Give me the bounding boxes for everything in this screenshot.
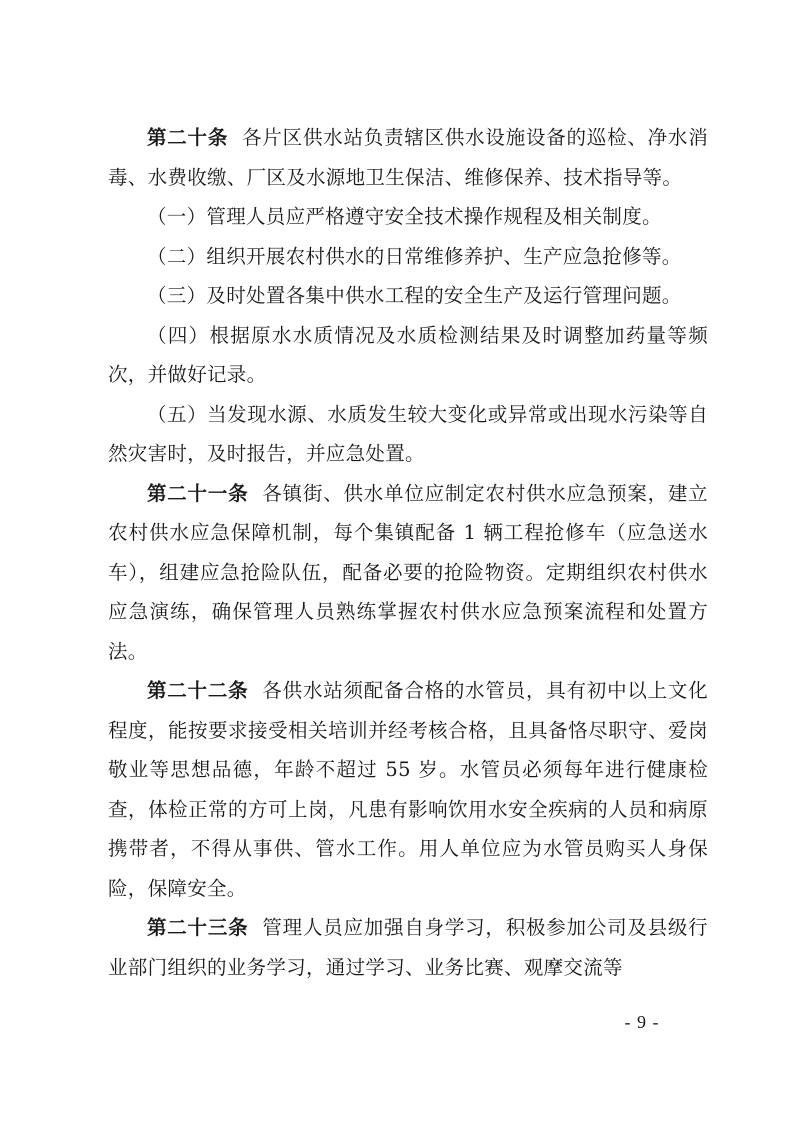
article-23-heading: 第二十三条 [147,916,249,939]
list-item-1: （一）管理人员应严格遵守安全技术操作规程及相关制度。 [147,205,662,228]
article-22-body: 各供水站须配备合格的水管员，具有初中以上文化程度，能按要求接受相关培训并经考核合格，且具备恪尽职守、爱岗敬业等思想品德，年龄不超过 55 岁。水管员必须每年进行健康检查，体检正常的方可上岗，凡患有影响饮用水安全疾病的人员和病原携带者，不得从事供、管水工作。用人单位应为水管员购买人身保险，保障安全。 [108,679,708,900]
article-21-heading: 第二十一条 [147,481,249,505]
page-number: - 9 - [624,1012,660,1032]
article-21-body: 各镇街、供水单位应制定农村供水应急预案，建立农村供水应急保障机制，每个集镇配备 1 辆工程抢修车（应急送水车），组建应急抢险队伍，配备必要的抢险物资。定期组织农村供水应急演练，确保管理人员熟练掌握农村供水应急预案流程和处置方法。 [108,481,708,663]
article-22-heading: 第二十二条 [147,679,249,702]
article-23-body: 管理人员应加强自身学习，积极参加公司及县级行业部门组织的业务学习，通过学习、业务比赛、观摩交流等 [108,916,708,979]
article-20-body: 各片区供水站负责辖区供水设施设备的巡检、净水消毒、水费收缴、厂区及水源地卫生保洁、维修保养、技术指导等。 [108,126,708,189]
list-item-2: （二）组织开展农村供水的日常维修养护、生产应急抢修等。 [147,244,682,268]
list-item-3: （三）及时处置各集中供水工程的安全生产及运行管理问题。 [147,284,682,307]
list-item-5: （五）当发现水源、水质发生较大变化或异常或出现水污染等自然灾害时，及时报告，并应急处置。 [108,402,708,465]
document-page [108,118,708,987]
article-20 [108,118,708,197]
article-22 [108,671,708,908]
article-21 [108,474,708,672]
article-23 [108,908,708,987]
article-20-heading: 第二十条 [147,126,229,149]
list-item-4: （四）根据原水水质情况及水质检测结果及时调整加药量等频次，并做好记录。 [108,323,708,386]
